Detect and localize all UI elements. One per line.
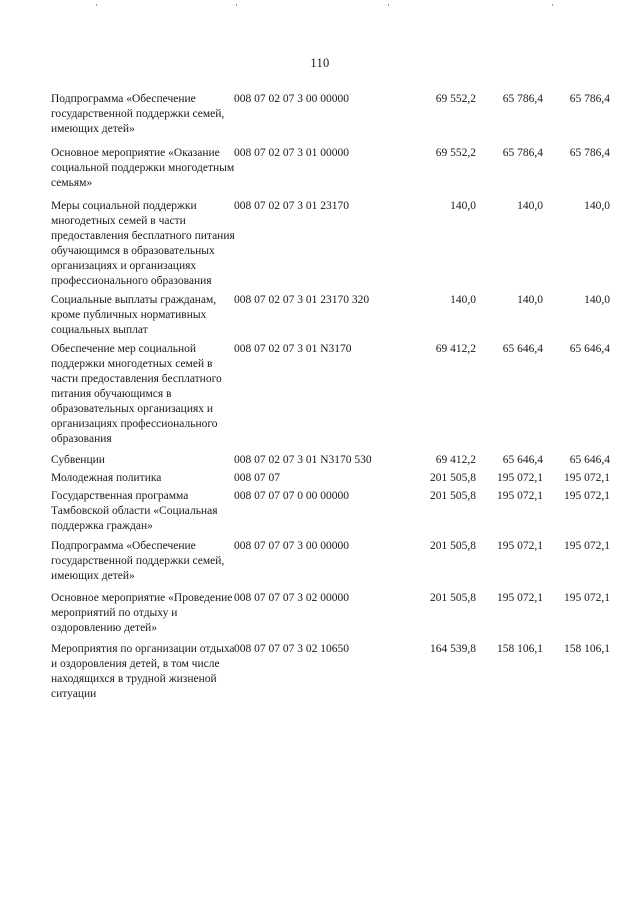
row-value-2: 158 106,1	[497, 643, 543, 655]
row-value-2: 195 072,1	[497, 592, 543, 604]
row-code: 008 07 02 07 3 01 N3170 530	[234, 454, 372, 466]
row-name: Основное мероприятие «Проведение мероприятий по отдыху и оздоровлению детей»	[51, 592, 233, 634]
row-name: Субвенции	[51, 454, 105, 466]
row-name: Социальные выплаты гражданам, кроме публичных нормативных социальных выплат	[51, 294, 217, 336]
row-value-1: 201 505,8	[430, 490, 476, 502]
table-row	[0, 539, 640, 584]
row-name: Основное мероприятие «Оказание социальной поддержки многодетным семьям»	[51, 147, 235, 189]
row-value-2: 65 646,4	[502, 343, 543, 355]
row-value-2: 65 786,4	[502, 93, 543, 105]
table-row	[0, 642, 640, 702]
row-code: 008 07 02 07 3 00 00000	[234, 93, 349, 105]
row-value-1: 69 412,2	[435, 343, 476, 355]
table-row	[0, 471, 640, 486]
scan-specks	[0, 4, 640, 8]
row-code: 008 07 07	[234, 472, 280, 484]
row-value-1: 164 539,8	[430, 643, 476, 655]
row-value-2: 140,0	[517, 200, 543, 212]
page-number: 110	[310, 56, 330, 70]
row-code: 008 07 07 07 3 00 00000	[234, 540, 349, 552]
row-value-3: 195 072,1	[564, 592, 610, 604]
row-code: 008 07 07 07 0 00 00000	[234, 490, 349, 502]
row-value-3: 65 786,4	[569, 147, 610, 159]
table-row	[0, 92, 640, 137]
table-row	[0, 489, 640, 534]
row-code: 008 07 07 07 3 02 10650	[234, 643, 349, 655]
row-value-3: 65 786,4	[569, 93, 610, 105]
row-value-2: 65 786,4	[502, 147, 543, 159]
row-value-2: 65 646,4	[502, 454, 543, 466]
row-value-3: 140,0	[584, 200, 610, 212]
row-name: Подпрограмма «Обеспечение государственной поддержки семей, имеющих детей»	[51, 540, 225, 582]
table-row	[0, 199, 640, 289]
row-code: 008 07 07 07 3 02 00000	[234, 592, 349, 604]
table-row	[0, 293, 640, 338]
row-value-2: 195 072,1	[497, 472, 543, 484]
row-value-2: 140,0	[517, 294, 543, 306]
row-code: 008 07 02 07 3 01 23170 320	[234, 294, 370, 306]
table-row	[0, 342, 640, 447]
row-code: 008 07 02 07 3 01 N3170	[234, 343, 352, 355]
row-value-1: 69 412,2	[435, 454, 476, 466]
row-value-3: 158 106,1	[564, 643, 610, 655]
row-value-1: 69 552,2	[435, 93, 476, 105]
row-value-2: 195 072,1	[497, 540, 543, 552]
row-value-3: 195 072,1	[564, 490, 610, 502]
table-row	[0, 146, 640, 191]
row-name: Молодежная политика	[51, 472, 162, 484]
row-value-3: 195 072,1	[564, 540, 610, 552]
row-value-1: 140,0	[450, 294, 476, 306]
row-code: 008 07 02 07 3 01 23170	[234, 200, 349, 212]
table-row	[0, 591, 640, 636]
row-value-3: 65 646,4	[569, 343, 610, 355]
scan-speck	[236, 4, 237, 6]
budget-table	[0, 92, 640, 702]
row-value-1: 69 552,2	[435, 147, 476, 159]
row-value-1: 140,0	[450, 200, 476, 212]
row-value-3: 65 646,4	[569, 454, 610, 466]
scan-speck	[96, 4, 97, 6]
row-value-2: 195 072,1	[497, 490, 543, 502]
row-name: Подпрограмма «Обеспечение государственной поддержки семей, имеющих детей»	[51, 93, 225, 135]
row-value-1: 201 505,8	[430, 540, 476, 552]
row-name: Обеспечение мер социальной поддержки многодетных семей в части предоставления бесплатного питания обучающимся в образовательных организациях и организациях профессионального образования	[51, 343, 222, 445]
row-value-3: 140,0	[584, 294, 610, 306]
row-name: Мероприятия по организации отдыха и оздоровления детей, в том числе находящихся в трудной жизненой ситуации	[51, 643, 235, 700]
row-value-3: 195 072,1	[564, 472, 610, 484]
row-name: Государственная программа Тамбовской области «Социальная поддержка граждан»	[51, 490, 218, 532]
row-code: 008 07 02 07 3 01 00000	[234, 147, 349, 159]
scan-speck	[552, 4, 553, 6]
row-value-1: 201 505,8	[430, 472, 476, 484]
scan-speck	[388, 4, 389, 6]
row-value-1: 201 505,8	[430, 592, 476, 604]
table-row	[0, 453, 640, 468]
row-name: Меры социальной поддержки многодетных семей в части предоставления бесплатного питания обучающимся в образовательных организациях и организациях профессионального образования	[51, 200, 235, 287]
